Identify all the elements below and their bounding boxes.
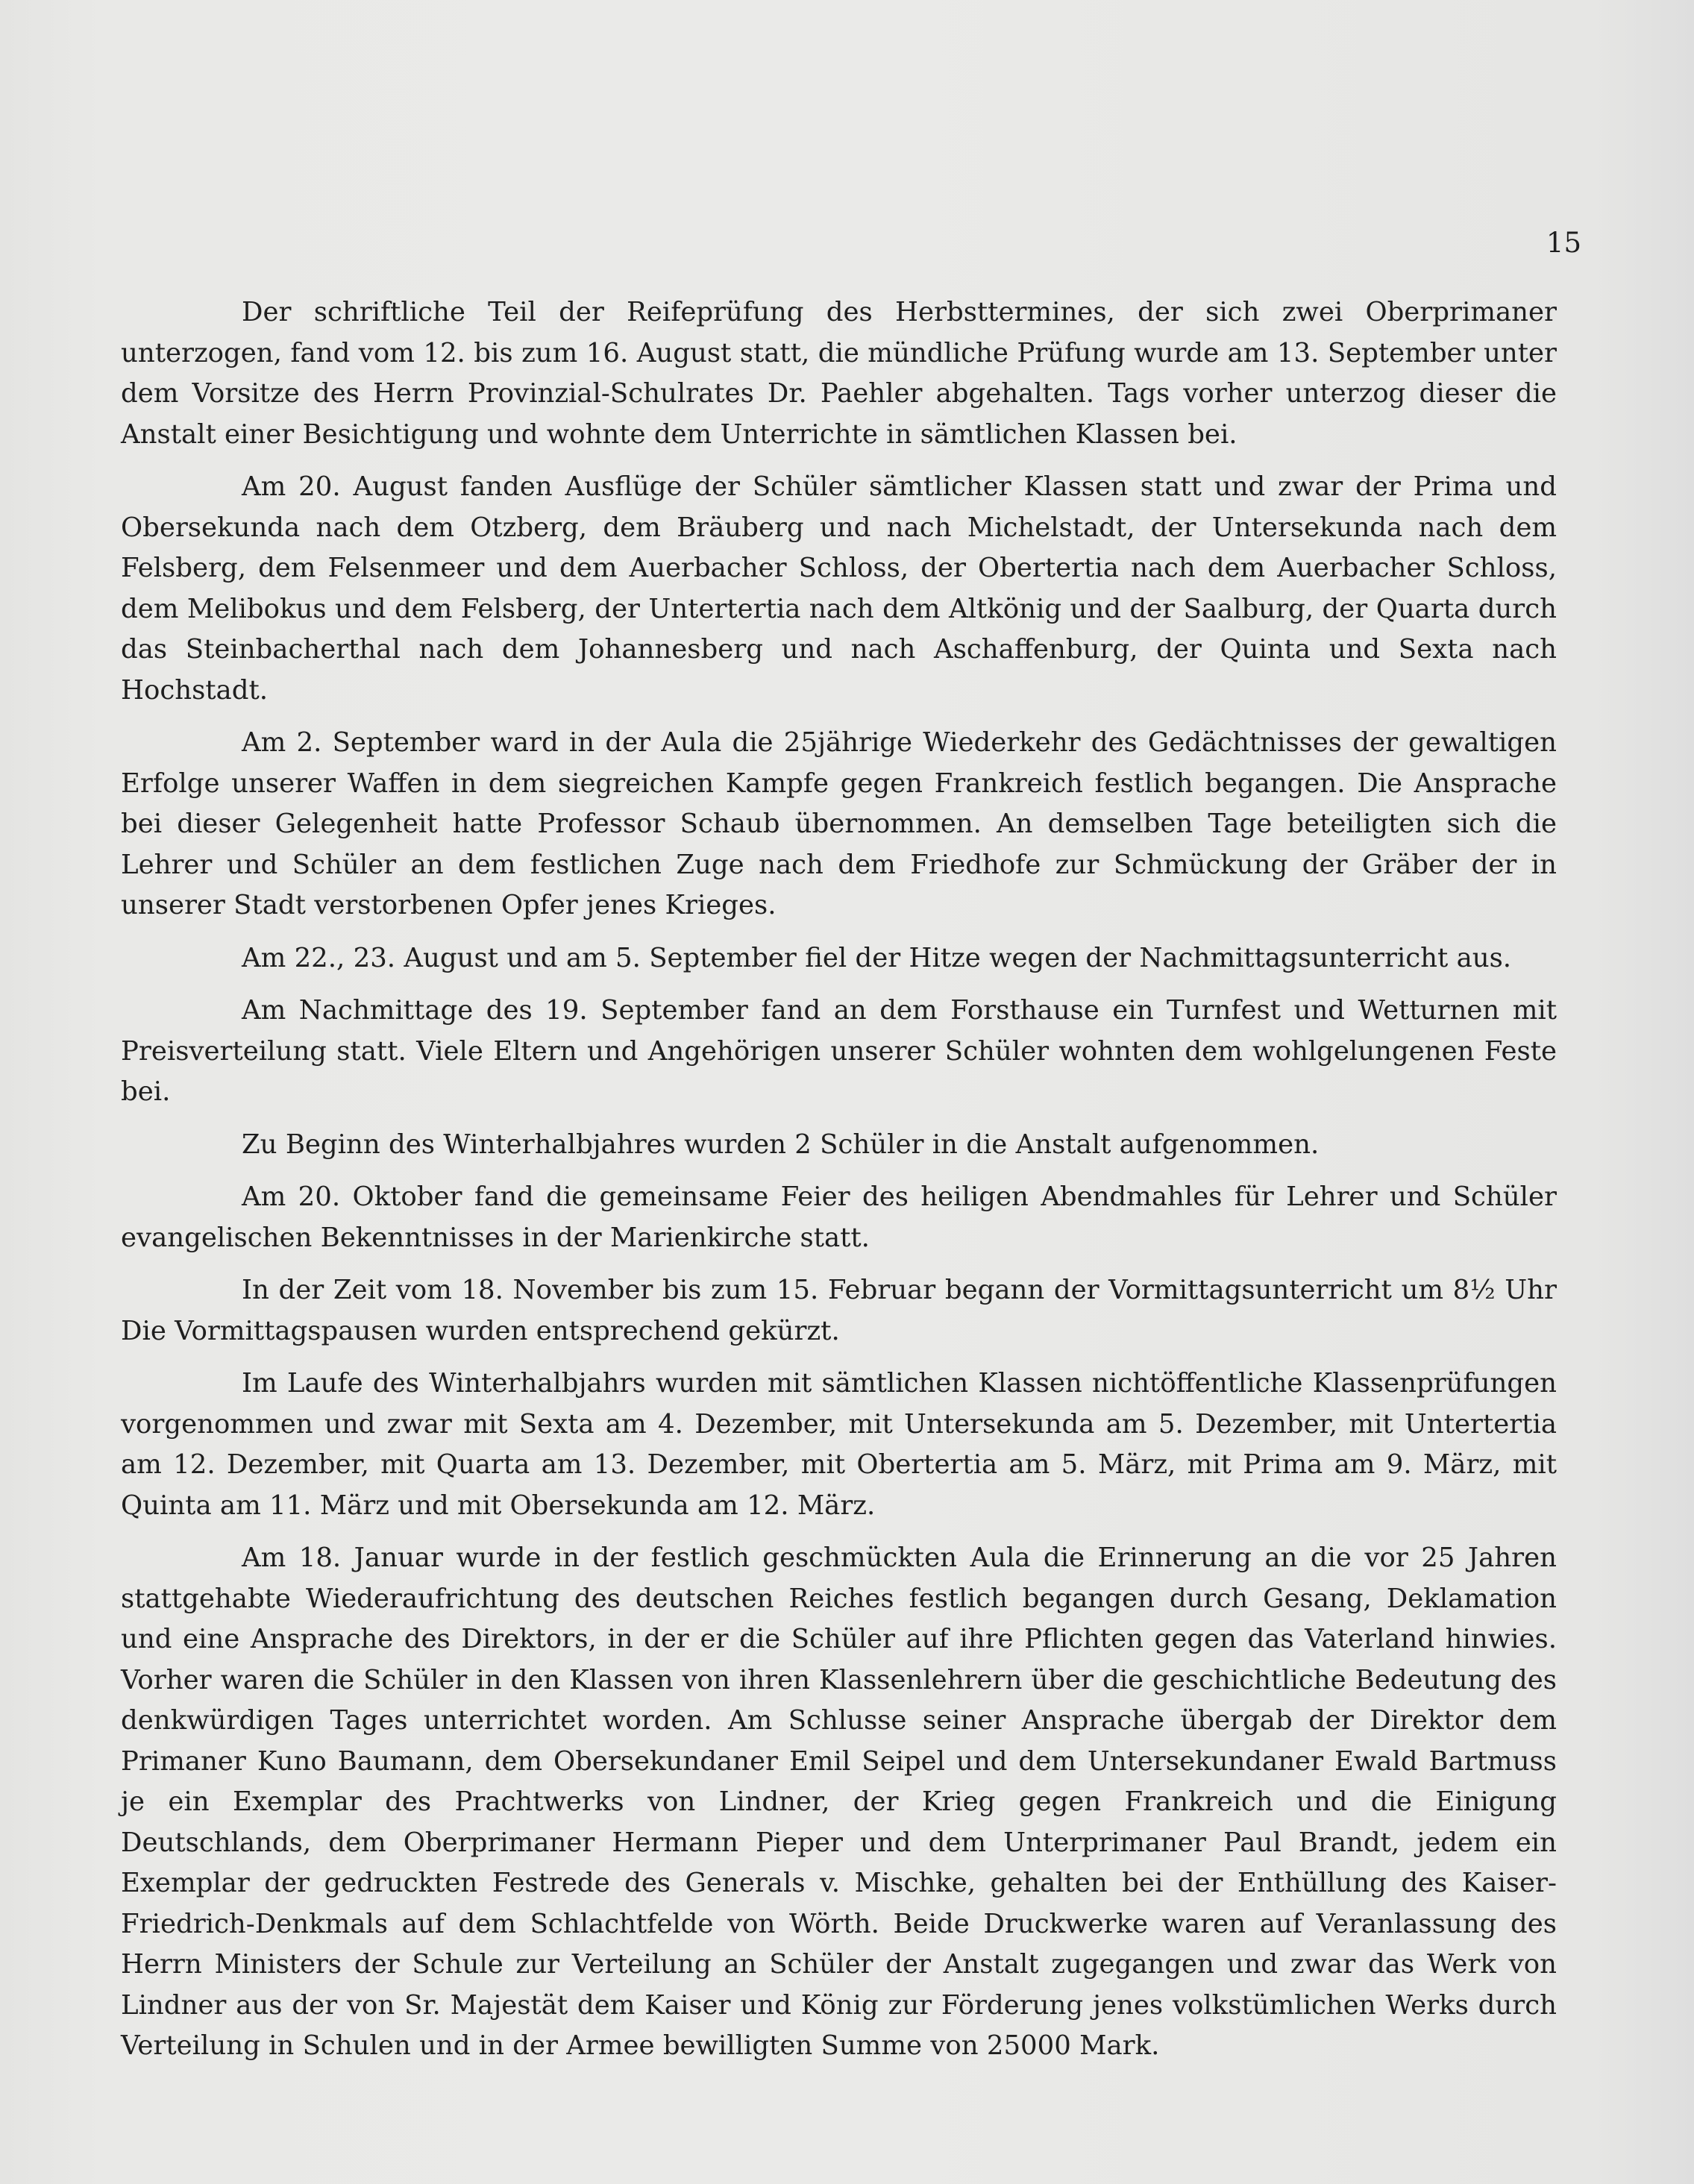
paragraph-aufnahme: Zu Beginn des Winterhalbjahres wurden 2 Schüler in die Anstalt aufgenommen. (242, 1129, 1320, 1160)
paragraph-hitzefrei: Am 22., 23. August und am 5. September fiel der Hitze wegen der Nachmittagsunterricht aus. (242, 942, 1512, 973)
paragraph-klassenpruefungen: Im Laufe des Winterhalbjahrs wurden mit sämtlichen Klassen nichtöffentliche Klassenprüfungen vorgenommen und zwar mit Sexta am 4. Dezember, mit Untersekunda am 5. Dezember, mit Untertertia am 12. Dezember, mit Quarta am 13. Dezember, mit Obertertia am 5. März, mit Prima am 9. März, mit Quinta am 11. März und mit Obersekunda am 12. März. (121, 1368, 1557, 1521)
paragraph-reifepruefung: Der schriftliche Teil der Reifeprüfung des Herbsttermines, der sich zwei Oberprimaner unterzogen, fand vom 12. bis zum 16. August statt, die mündliche Prüfung wurde am 13. September unter dem Vorsitze des Herrn Provinzial-Schulrates Dr. Paehler abgehalten. Tags vorher unterzog dieser die Anstalt einer Besichtigung und wohnte dem Unterrichte in sämtlichen Klassen bei. (121, 297, 1557, 450)
paragraph-sedanfeier: Am 2. September ward in der Aula die 25jährige Wiederkehr des Gedächtnisses der gewaltigen Erfolge unserer Waffen in dem siegreichen Kampfe gegen Frankreich festlich begangen. Die Ansprache bei dieser Gelegenheit hatte Professor Schaub übernommen. An demselben Tage beteiligten sich die Lehrer und Schüler an dem festlichen Zuge nach dem Friedhofe zur Schmückung der Gräber der in unserer Stadt verstorbenen Opfer jenes Krieges. (121, 727, 1557, 920)
paragraph-ausfluege: Am 20. August fanden Ausflüge der Schüler sämtlicher Klassen statt und zwar der Prima und Obersekunda nach dem Otzberg, dem Bräuberg und nach Michelstadt, der Untersekunda nach dem Felsberg, dem Felsenmeer und dem Auerbacher Schloss, der Obertertia nach dem Auerbacher Schloss, dem Melibokus und dem Felsberg, der Untertertia nach dem Altkönig und der Saalburg, der Quarta durch das Steinbacherthal nach dem Johannesberg und nach Aschaffenburg, der Quinta und Sexta nach Hochstadt. (121, 471, 1557, 706)
paragraph-unterrichtszeit: In der Zeit vom 18. November bis zum 15. Februar begann der Vormittagsunterricht um 8½ Uhr Die Vormittagspausen wurden entsprechend gekürzt. (121, 1275, 1557, 1346)
paragraph-abendmahl: Am 20. Oktober fand die gemeinsame Feier des heiligen Abendmahles für Lehrer und Schüler evangelischen Bekenntnisses in der Marienkirche statt. (121, 1182, 1557, 1253)
body-text (121, 292, 1557, 2067)
page-number: 15 (1546, 227, 1581, 259)
paragraph-turnfest: Am Nachmittage des 19. September fand an dem Forsthause ein Turnfest und Wetturnen mit Preisverteilung statt. Viele Eltern und Angehörigen unserer Schüler wohnten dem wohlgelungenen Feste bei. (121, 995, 1557, 1107)
paragraph-reichsgruendungsfeier: Am 18. Januar wurde in der festlich geschmückten Aula die Erinnerung an die vor 25 Jahren stattgehabte Wiederaufrichtung des deutschen Reiches festlich begangen durch Gesang, Deklamation und eine Ansprache des Direktors, in der er die Schüler auf ihre Pflichten gegen das Vaterland hinwies. Vorher waren die Schüler in den Klassen von ihren Klassenlehrern über die geschichtliche Bedeutung des denkwürdigen Tages unterrichtet worden. Am Schlusse seiner Ansprache übergab der Direktor dem Primaner Kuno Baumann, dem Obersekundaner Emil Seipel und dem Untersekundaner Ewald Bartmuss je ein Exemplar des Prachtwerks von Lindner, der Krieg gegen Frankreich und die Einigung Deutschlands, dem Oberprimaner Hermann Pieper und dem Unterprimaner Paul Brandt, jedem ein Exemplar der gedruckten Festrede des Generals v. Mischke, gehalten bei der Enthüllung des Kaiser-Friedrich-Denkmals auf dem Schlachtfelde von Wörth. Beide Druckwerke waren auf Veranlassung des Herrn Ministers der Schule zur Verteilung an Schüler der Anstalt zugegangen und zwar das Werk von Lindner aus der von Sr. Majestät dem Kaiser und König zur Förderung jenes volkstümlichen Werks durch Verteilung in Schulen und in der Armee bewilligten Summe von 25000 Mark. (121, 1543, 1557, 2061)
